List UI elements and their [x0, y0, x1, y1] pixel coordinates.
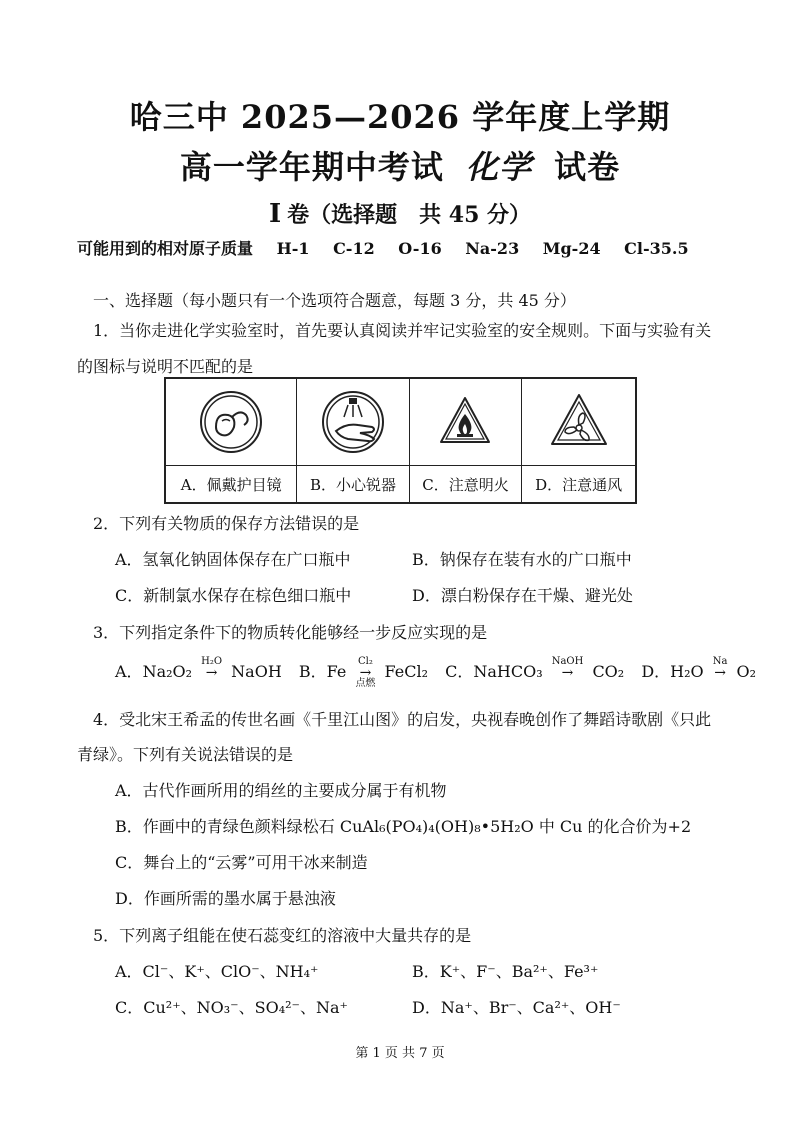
q1-option-b: B．小心锐器: [297, 466, 409, 504]
q3-option-d-condition: Na: [712, 655, 728, 667]
q3-option-c-label: C．: [445, 662, 474, 681]
q3-option-c-from: NaHCO₃: [473, 662, 543, 681]
q5-stem: 5．下列离子组能在使石蕊变红的溶液中大量共存的是: [93, 926, 472, 945]
q3-option-a-from: Na₂O₂: [142, 662, 193, 681]
q5-option-b: B．K⁺、F⁻、Ba²⁺、Fe³⁺: [412, 962, 599, 981]
q3-option-b-from: Fe: [326, 662, 347, 681]
q3-option-a-arrow: [201, 657, 222, 689]
q3-option-b-label: B．: [298, 662, 327, 681]
q2-option-a: A．氢氧化钠固体保存在广口瓶中: [115, 550, 351, 569]
title-subject: 化学: [465, 148, 532, 186]
title-grade: 高一学年期中考试: [179, 148, 444, 186]
q1-option-d: D．注意通风: [522, 466, 636, 504]
q3-stem: 3．下列指定条件下的物质转化能够经一步反应实现的是: [93, 623, 488, 642]
reaction-arrow: →: [359, 664, 372, 681]
goggles-icon: [196, 387, 266, 457]
q1-icon-cell-b: [297, 378, 409, 466]
q3-option-b-condition: Cl₂: [358, 655, 373, 667]
q4-stem-line1: 4．受北宋王希孟的传世名画《千里江山图》的启发，央视春晚创作了舞蹈诗歌剧《只此: [93, 710, 712, 729]
q3-option-b-arrow: [355, 657, 375, 689]
atomic-mass-item: C-12: [333, 239, 375, 258]
q3-option-a-label: A．: [115, 662, 143, 681]
exam-title-line1: 哈三中 2025—2026 学年度上学期: [129, 98, 671, 136]
exam-title-line2: [0, 142, 800, 188]
q3-option-d-label: D．: [641, 662, 671, 681]
q3-option-d-to: O₂: [736, 662, 757, 681]
q2-option-c: C．新制氯水保存在棕色细口瓶中: [115, 586, 352, 605]
atomic-mass-item: H-1: [276, 239, 310, 258]
flame-icon: [435, 392, 495, 452]
q3-option-a-condition: H₂O: [201, 655, 223, 667]
section-text: 卷（选择题 共 45 分）: [287, 202, 532, 228]
q4-stem-line2: 青绿》。下列有关说法错误的是: [77, 745, 294, 764]
q1-stem-line1: 1．当你走进化学实验室时，首先要认真阅读并牢记实验室的安全规则。下面与实验有关: [93, 321, 712, 340]
atomic-mass-item: Na-23: [465, 239, 520, 258]
q5-option-c: C．Cu²⁺、NO₃⁻、SO₄²⁻、Na⁺: [115, 998, 348, 1017]
section-heading: [0, 198, 800, 229]
q1-icon-table: [164, 377, 637, 504]
atomic-mass-item: Mg-24: [542, 239, 601, 258]
q3-option-b-condition-bottom: 点燃: [355, 677, 376, 689]
q4-option-a: A．古代作画所用的绢丝的主要成分属于有机物: [115, 781, 447, 800]
q2-stem: 2．下列有关物质的保存方法错误的是: [93, 514, 360, 533]
q4-option-d: D．作画所需的墨水属于悬浊液: [115, 889, 336, 908]
q3-option-b-to: FeCl₂: [384, 662, 428, 681]
fan-icon: [547, 390, 611, 454]
q1-stem-line2: 的图标与说明不匹配的是: [77, 357, 254, 376]
q3-option-d-from: H₂O: [670, 662, 704, 681]
q4-option-b: B．作画中的青绿色颜料绿松石 CuAl₆(PO₄)₄(OH)₈•5H₂O 中 Cu 的化合价为+2: [115, 817, 692, 836]
q1-icon-cell-d: [522, 378, 636, 466]
atomic-mass-item: Cl-35.5: [624, 239, 689, 258]
q1-option-a: A．佩戴护目镜: [165, 466, 297, 504]
atomic-mass-item: O-16: [398, 239, 442, 258]
q2-option-d: D．漂白粉保存在干燥、避光处: [412, 586, 633, 605]
hand-wash-icon: [318, 387, 388, 457]
q1-icon-cell-c: [409, 378, 522, 466]
q3-option-c-condition: NaOH: [551, 655, 584, 667]
q4-option-c: C．舞台上的“云雾”可用干冰来制造: [115, 853, 368, 872]
q1-option-c: C．注意明火: [409, 466, 522, 504]
title-paper: 试卷: [554, 148, 621, 186]
section-roman: I: [268, 199, 282, 229]
q3-option-a-to: NaOH: [231, 662, 282, 681]
atomic-masses-label: 可能用到的相对原子质量: [77, 239, 254, 258]
q3-option-d-arrow: [713, 657, 728, 689]
part1-heading: 一、选择题（每小题只有一个选项符合题意，每题 3 分，共 45 分）: [93, 291, 576, 310]
reaction-arrow: →: [714, 664, 726, 681]
q1-icon-cell-a: [165, 378, 297, 466]
q5-option-d: D．Na⁺、Br⁻、Ca²⁺、OH⁻: [412, 998, 621, 1017]
q3-option-c-to: CO₂: [592, 662, 625, 681]
atomic-masses: [77, 236, 689, 259]
q3-options-row: [115, 652, 756, 692]
q2-option-b: B．钠保存在装有水的广口瓶中: [412, 550, 632, 569]
q3-option-c-arrow: [552, 657, 584, 689]
reaction-arrow: →: [205, 664, 218, 681]
q5-option-a: A．Cl⁻、K⁺、ClO⁻、NH₄⁺: [115, 962, 319, 981]
reaction-arrow: →: [561, 664, 574, 681]
page-footer: 第 1 页 共 7 页: [355, 1046, 445, 1061]
